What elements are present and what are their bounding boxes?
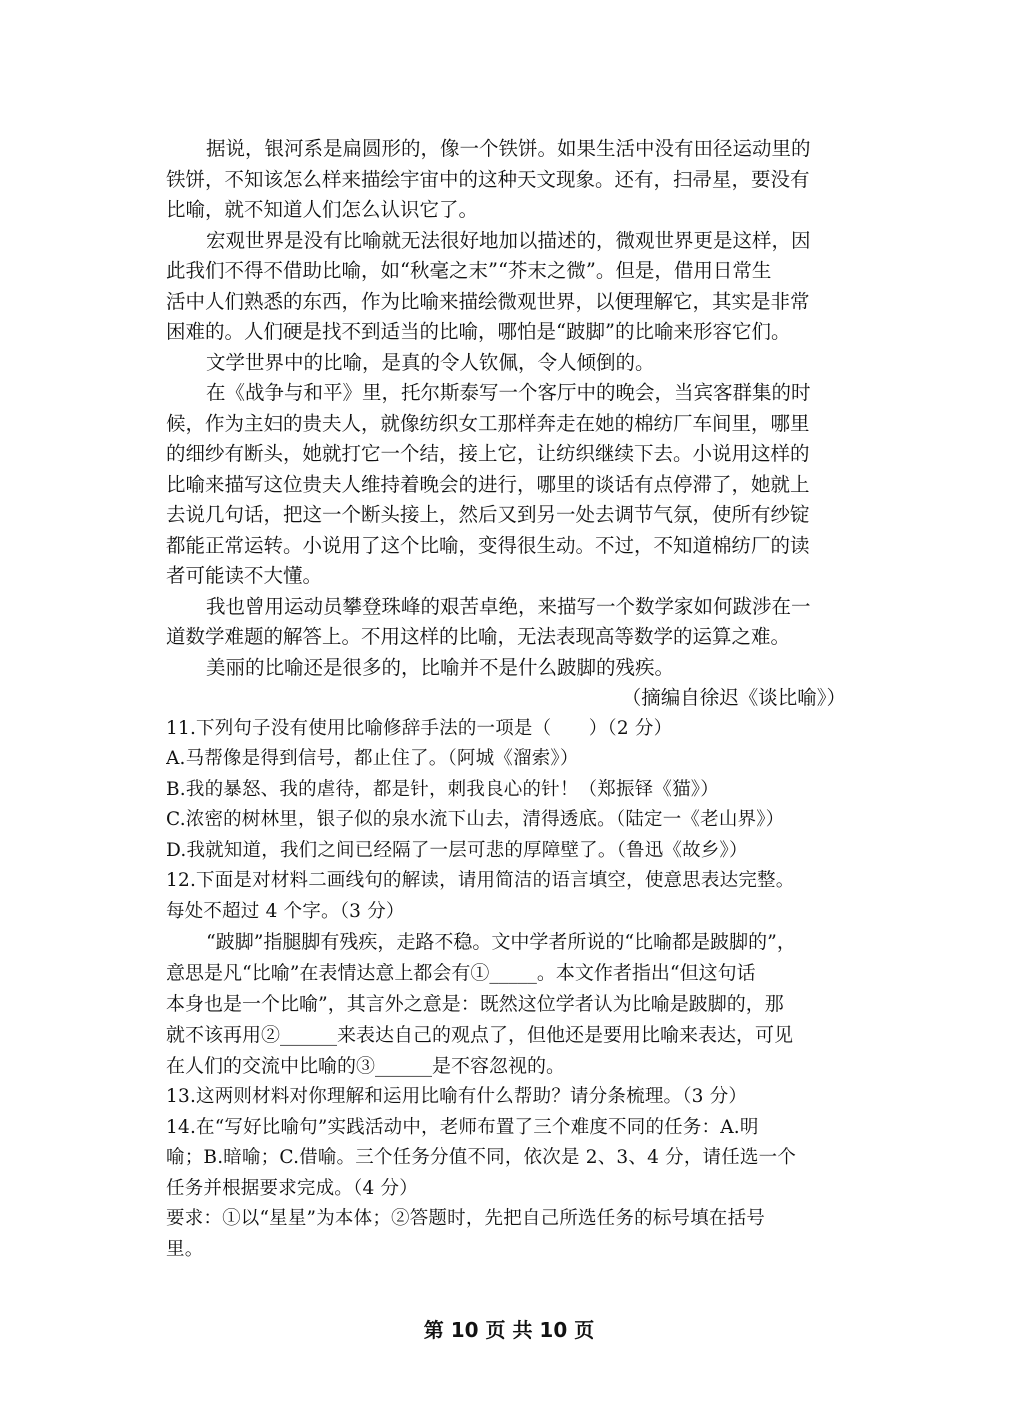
question-14-requirements: 要求：①以“星星”为本体；②答题时，先把自己所选任务的标号填在括号	[166, 1208, 766, 1229]
question-11-option-d: D.我就知道，我们之间已经隔了一层可悲的厚障壁了。（鲁迅《故乡》）	[166, 839, 748, 861]
passage-line: 困难的。人们硬是找不到适当的比喻，哪怕是“跛脚”的比喻来形容它们。	[166, 320, 791, 343]
question-13: 13.这两则材料对你理解和运用比喻有什么帮助？请分条梳理。（3 分）	[166, 1086, 748, 1107]
question-12: 12.下面是对材料二画线句的解读，请用简洁的语言填空，使意思表达完整。	[166, 870, 795, 891]
question-12-continued: 每处不超过 4 个字。（3 分）	[166, 900, 405, 922]
passage-line: 文学世界中的比喻，是真的令人钦佩，令人倾倒的。	[206, 350, 655, 374]
passage-line: 据说，银河系是扁圆形的，像一个铁饼。如果生活中没有田径运动里的	[206, 137, 811, 160]
passage-line: 者可能读不大懂。	[166, 564, 323, 587]
question-12-text-line: 就不该再用②______来表达自己的观点了，但他还是要用比喻来表达，可见	[166, 1024, 794, 1046]
passage-source: （摘编自徐迟《谈比喻》）	[621, 686, 846, 709]
page-content	[166, 134, 856, 1265]
passage-line: 铁饼，不知该怎么样来描绘宇宙中的这种天文现象。还有，扫帚星，要没有	[166, 167, 810, 191]
passage-line: 道数学难题的解答上。不用这样的比喻，无法表现高等数学的运算之难。	[166, 625, 791, 648]
passage-line: 去说几句话，把这一个断头接上，然后又到另一处去调节气氛，使所有纱锭	[166, 503, 810, 526]
question-12-text-line: 本身也是一个比喻”，其言外之意是：既然这位学者认为比喻是跛脚的，那	[166, 993, 784, 1015]
question-11-option-c: C.浓密的树林里，银子似的泉水流下山去，清得透底。（陆定一《老山界》）	[166, 809, 785, 830]
passage-line: 活中人们熟悉的东西，作为比喻来描绘微观世界，以便理解它，其实是非常	[166, 289, 810, 313]
question-12-text-line: “跛脚”指腿脚有残疾，走路不稳。文中学者所说的“比喻都是跛脚的”，	[206, 931, 796, 953]
question-14-continued: 任务并根据要求完成。（4 分）	[166, 1177, 418, 1199]
question-14-continued: 喻；B.暗喻；C.借喻。三个任务分值不同，依次是 2、3、4 分，请任选一个	[166, 1147, 797, 1168]
passage-line: 此我们不得不借助比喻，如“秋毫之末”“芥末之微”。但是，借用日常生	[166, 259, 772, 282]
passage-line: 候，作为主妇的贵夫人，就像纺织女工那样奔走在她的棉纺厂车间里，哪里	[166, 411, 810, 435]
passage-line: 我也曾用运动员攀登珠峰的艰苦卓绝，来描写一个数学家如何跋涉在一	[206, 594, 811, 618]
question-11: 11.下列句子没有使用比喻修辞手法的一项是（ ）（2 分）	[166, 717, 673, 739]
question-11-option-b: B.我的暴怒、我的虐待，都是针，刺我良心的针！（郑振铎《猫》）	[166, 778, 719, 800]
passage-line: 比喻来描写这位贵夫人维持着晚会的进行，哪里的谈话有点停滞了，她就上	[166, 472, 810, 496]
passage-line: 都能正常运转。小说用了这个比喻，变得很生动。不过，不知道棉纺厂的读	[166, 533, 810, 557]
page-number: 第 10 页 共 10 页	[423, 1318, 595, 1342]
passage-line: 在《战争与和平》里，托尔斯泰写一个客厅中的晚会，当宾客群集的时	[206, 381, 811, 404]
passage-line: 美丽的比喻还是很多的，比喻并不是什么跛脚的残疾。	[206, 655, 675, 679]
question-14: 14.在“写好比喻句”实践活动中，老师布置了三个难度不同的任务：A.明	[166, 1116, 759, 1138]
question-12-text-line: 在人们的交流中比喻的③______是不容忽视的。	[166, 1055, 566, 1077]
passage-line: 宏观世界是没有比喻就无法很好地加以描述的，微观世界更是这样，因	[206, 228, 811, 252]
question-11-option-a: A.马帮像是得到信号，都止住了。（阿城《溜索》）	[166, 748, 579, 769]
passage-line: 的细纱有断头，她就打它一个结，接上它，让纺织继续下去。小说用这样的	[166, 442, 810, 465]
passage-line: 比喻，就不知道人们怎么认识它了。	[166, 198, 479, 221]
question-14-requirements-continued: 里。	[166, 1238, 204, 1260]
question-12-text-line: 意思是凡“比喻”在表情达意上都会有①_____。本文作者指出“但这句话	[166, 962, 756, 984]
